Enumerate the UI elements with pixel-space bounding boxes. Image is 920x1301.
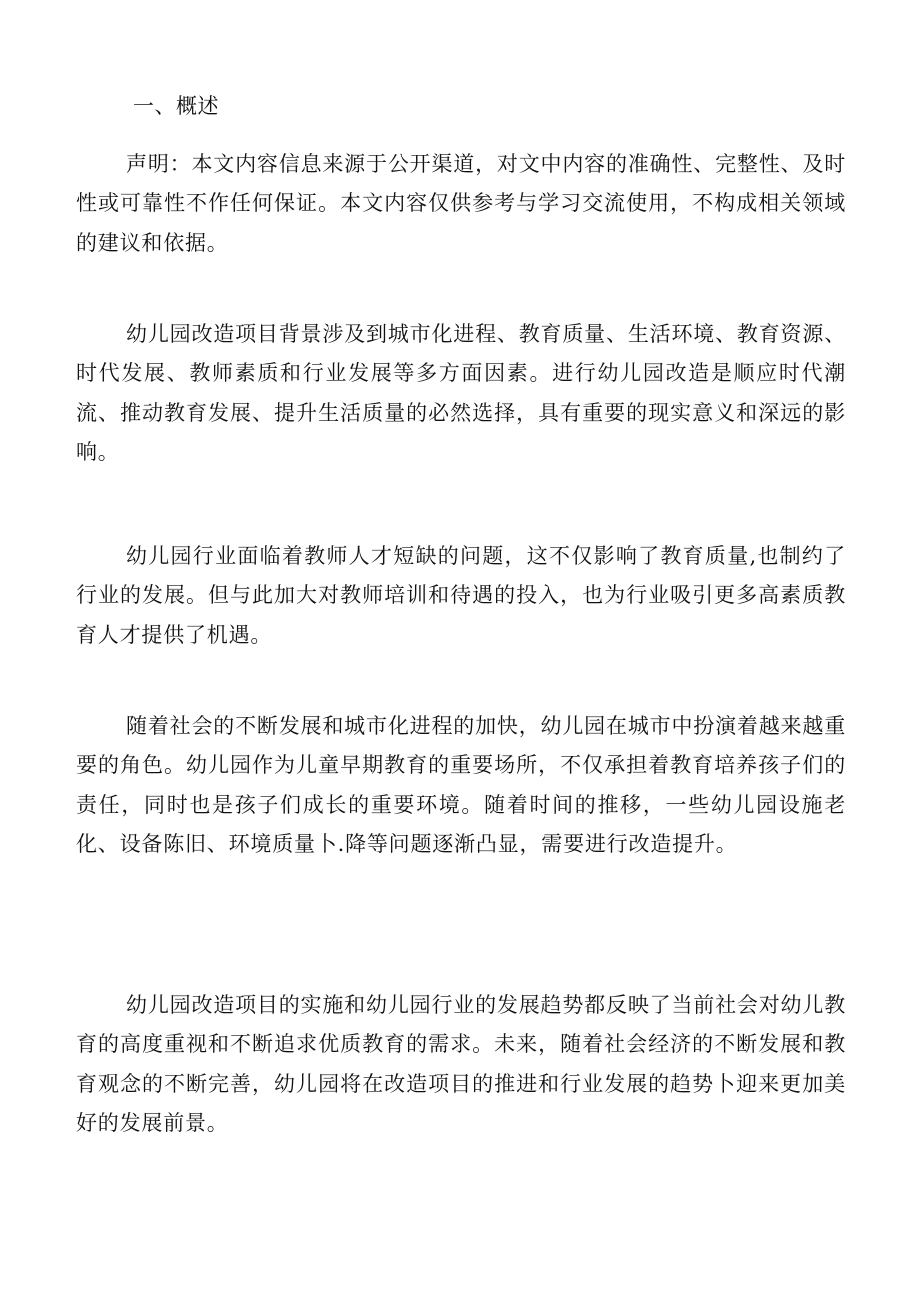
outlook-paragraph: 幼儿园改造项目的实施和幼儿园行业的发展趋势都反映了当前社会对幼儿教育的高度重视和不断追求优质教育的需求。未来，随着社会经济的不断发展和教育观念的不断完善，幼儿园将在改造项目的推进和行业发展的趋势卜迎来更加美好的发展前景。	[76, 993, 846, 1136]
urbanization-paragraph: 随着社会的不断发展和城市化进程的加快，幼儿园在城市中扮演着越来越重要的角色。幼儿园作为儿童早期教育的重要场所，不仅承担着教育培养孩子们的责任，同时也是孩子们成长的重要环境。随着时间的推移，一些幼儿园设施老化、设备陈旧、环境质量卜.降等问题逐渐凸显，需要进行改造提升。	[76, 714, 846, 857]
background-paragraph: 幼儿园改造项目背景涉及到城市化进程、教育质量、生活环境、教育资源、时代发展、教师素质和行业发展等多方面因素。进行幼儿园改造是顺应时代潮流、推动教育发展、提升生活质量的必然选择，具有重要的现实意义和深远的影响。	[76, 322, 846, 465]
section-heading: 一、概述	[133, 94, 219, 118]
disclaimer-paragraph: 声明：本文内容信息来源于公开渠道，对文中内容的准确性、完整性、及时性或可靠性不作任何保证。本文内容仅供参考与学习交流使用，不构成相关领域的建议和依据。	[76, 152, 846, 255]
teacher-shortage-paragraph: 幼儿园行业面临着教师人才短缺的问题，这不仅影响了教育质量,也制约了行业的发展。但与此加大对教师培训和待遇的投入，也为行业吸引更多高素质教育人才提供了机遇。	[76, 544, 846, 647]
